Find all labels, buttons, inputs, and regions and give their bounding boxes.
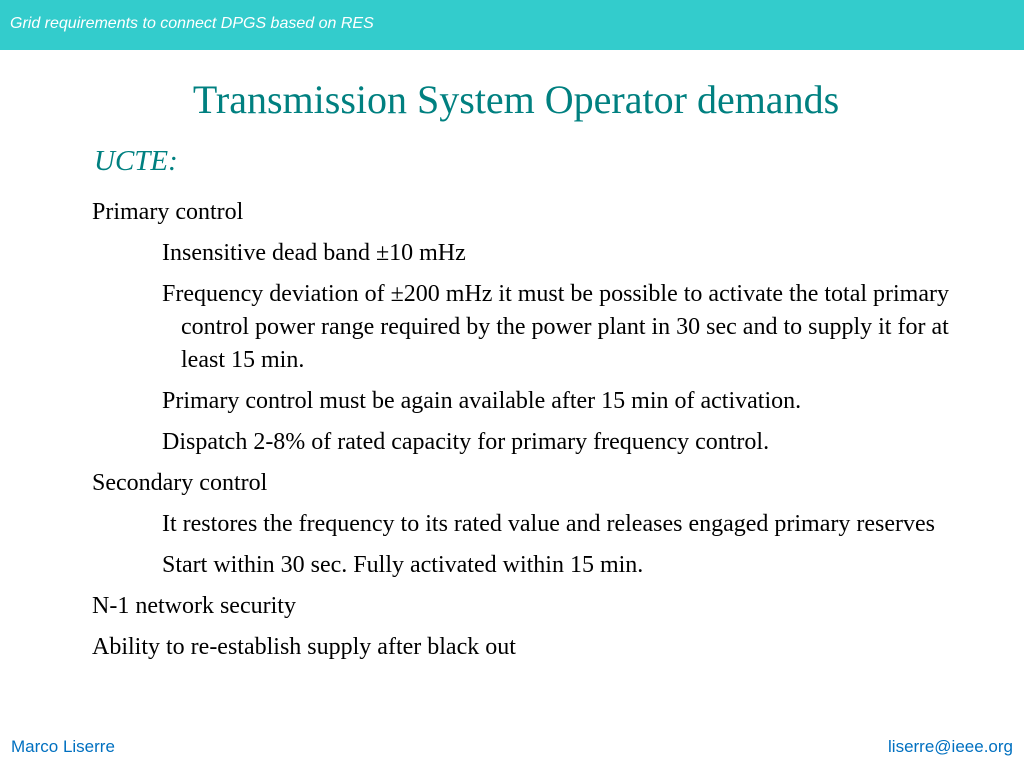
slide-subtitle: UCTE: bbox=[94, 145, 178, 177]
bullet-dead-band: Insensitive dead band ±10 mHz bbox=[162, 240, 466, 266]
footer-author: Marco Liserre bbox=[11, 737, 115, 756]
bullet-availability: Primary control must be again available after 15 min of activation. bbox=[162, 388, 802, 414]
slide-title: Transmission System Operator demands bbox=[192, 77, 840, 122]
bullet-dispatch: Dispatch 2-8% of rated capacity for primary frequency control. bbox=[162, 429, 770, 455]
header-bar bbox=[0, 0, 1024, 50]
bullet-secondary-control: Secondary control bbox=[92, 470, 268, 496]
bullet-start-within: Start within 30 sec. Fully activated within 15 min. bbox=[162, 552, 644, 578]
footer-email: liserre@ieee.org bbox=[888, 737, 1013, 756]
bullet-frequency-deviation: Frequency deviation of ±200 mHz it must be possible to activate the total primary control power range required by the power plant in 30 sec and to supply it for at least 15 min. bbox=[162, 281, 949, 373]
bullet-restores-frequency: It restores the frequency to its rated value and releases engaged primary reserves bbox=[162, 511, 935, 537]
bullet-primary-control: Primary control bbox=[92, 199, 244, 225]
bullet-black-out: Ability to re-establish supply after black out bbox=[92, 634, 516, 660]
bullet-n1-security: N-1 network security bbox=[92, 593, 296, 619]
slide-content bbox=[92, 196, 972, 672]
header-text: Grid requirements to connect DPGS based on RES bbox=[10, 15, 374, 32]
